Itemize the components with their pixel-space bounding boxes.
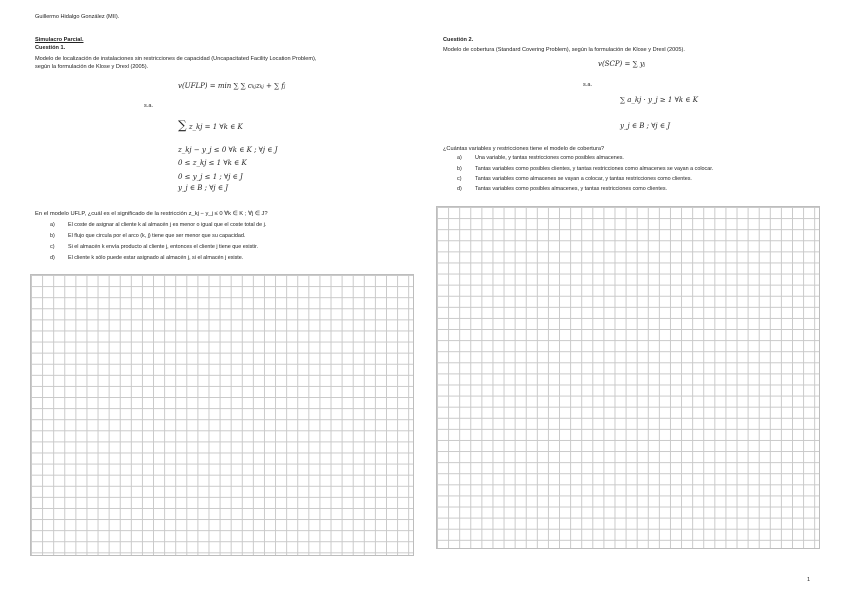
ufl-objective-fixed: + ∑ f [266, 82, 284, 90]
option-text: Tantas variables como almacenes se vayan a colocar, y tantas restricciones como clientes. [475, 176, 692, 182]
ufl-constraint-1-text: z_kj = 1 ∀k ∈ K [188, 123, 243, 131]
scp-objective-text: v(SCP) = ∑ y [598, 60, 644, 68]
page-number: 1 [807, 577, 811, 583]
option-text: El flujo que circula por el arco (k, j) tiene que ser menor que su capacidad. [68, 233, 246, 239]
page-title: Simulacro Parcial. [35, 37, 84, 43]
ufl-objective: v(UFLP) = min ∑ ∑ ckjzkj + ∑ fj [178, 82, 286, 90]
option-letter: c) [50, 244, 55, 250]
subject-to-label-2: s.a. [583, 82, 593, 88]
ufl-constraint-5: y_j ∈ B ; ∀j ∈ J [178, 184, 229, 192]
option-letter: d) [457, 186, 462, 192]
answer-grid-right [436, 206, 820, 549]
question-1-stem: En el modelo UFLP, ¿cuál es el significado de la restricción z_kj − y_j ≤ 0 ∀k ∈ K ; ∀j ∈ J? [35, 211, 268, 217]
question-1-intro-line2: según la formulación de Klose y Drexl (2005). [35, 64, 149, 70]
ufl-constraint-3: 0 ≤ z_kj ≤ 1 ∀k ∈ K [178, 159, 247, 167]
ufl-objective-var: z [255, 82, 260, 90]
ufl-constraint-1: ∑ z_kj = 1 ∀k ∈ K [178, 118, 243, 132]
author-line: Guillermo Hidalgo González (MII). [35, 14, 120, 20]
scp-constraint-1: ∑ a_kj · y_j ≥ 1 ∀k ∈ K [620, 96, 698, 104]
option-text: Una variable, y tantas restricciones como posibles almacenes. [475, 155, 624, 161]
ufl-constraint-4: 0 ≤ y_j ≤ 1 ; ∀j ∈ J [178, 173, 243, 181]
question-1-intro-line1: Modelo de localización de instalaciones sin restricciones de capacidad (Uncapacitated Facility Location Problem), [35, 56, 317, 62]
option-letter: c) [457, 176, 462, 182]
scp-objective: v(SCP) = ∑ yj [598, 60, 646, 68]
ufl-constraint-2: z_kj − y_j ≤ 0 ∀k ∈ K ; ∀j ∈ J [178, 146, 278, 154]
option-text: El cliente k sólo puede estar asignado al almacén j, si el almacén j existe. [68, 255, 244, 261]
question-1-title: Cuestión 1. [35, 45, 66, 51]
option-text: Si el almacén k envía producto al cliente j, entonces el cliente j tiene que existir. [68, 244, 258, 250]
option-letter: a) [457, 155, 462, 161]
ufl-objective-text: v(UFLP) = min ∑ ∑ c [178, 82, 252, 90]
option-letter: d) [50, 255, 55, 261]
question-2-intro: Modelo de cobertura (Standard Covering Problem), según la formulación de Klose y Drexl (2005). [443, 47, 685, 53]
scp-constraint-2: y_j ∈ B ; ∀j ∈ J [620, 122, 671, 130]
option-text: Tantas variables como posibles clientes, y tantas restricciones como almacenes se vayan a colocar. [475, 166, 714, 172]
question-2-title: Cuestión 2. [443, 37, 474, 43]
option-letter: b) [50, 233, 55, 239]
answer-grid-left [30, 274, 414, 556]
option-text: El coste de asignar al cliente k al almacén j es menor o igual que el coste total de j. [68, 222, 267, 228]
option-letter: a) [50, 222, 55, 228]
subject-to-label: s.a. [144, 103, 154, 109]
option-letter: b) [457, 166, 462, 172]
option-text: Tantas variables como posibles almacenes, y tantas restricciones como clientes. [475, 186, 668, 192]
question-2-stem: ¿Cuántas variables y restricciones tiene el modelo de cobertura? [443, 146, 605, 152]
